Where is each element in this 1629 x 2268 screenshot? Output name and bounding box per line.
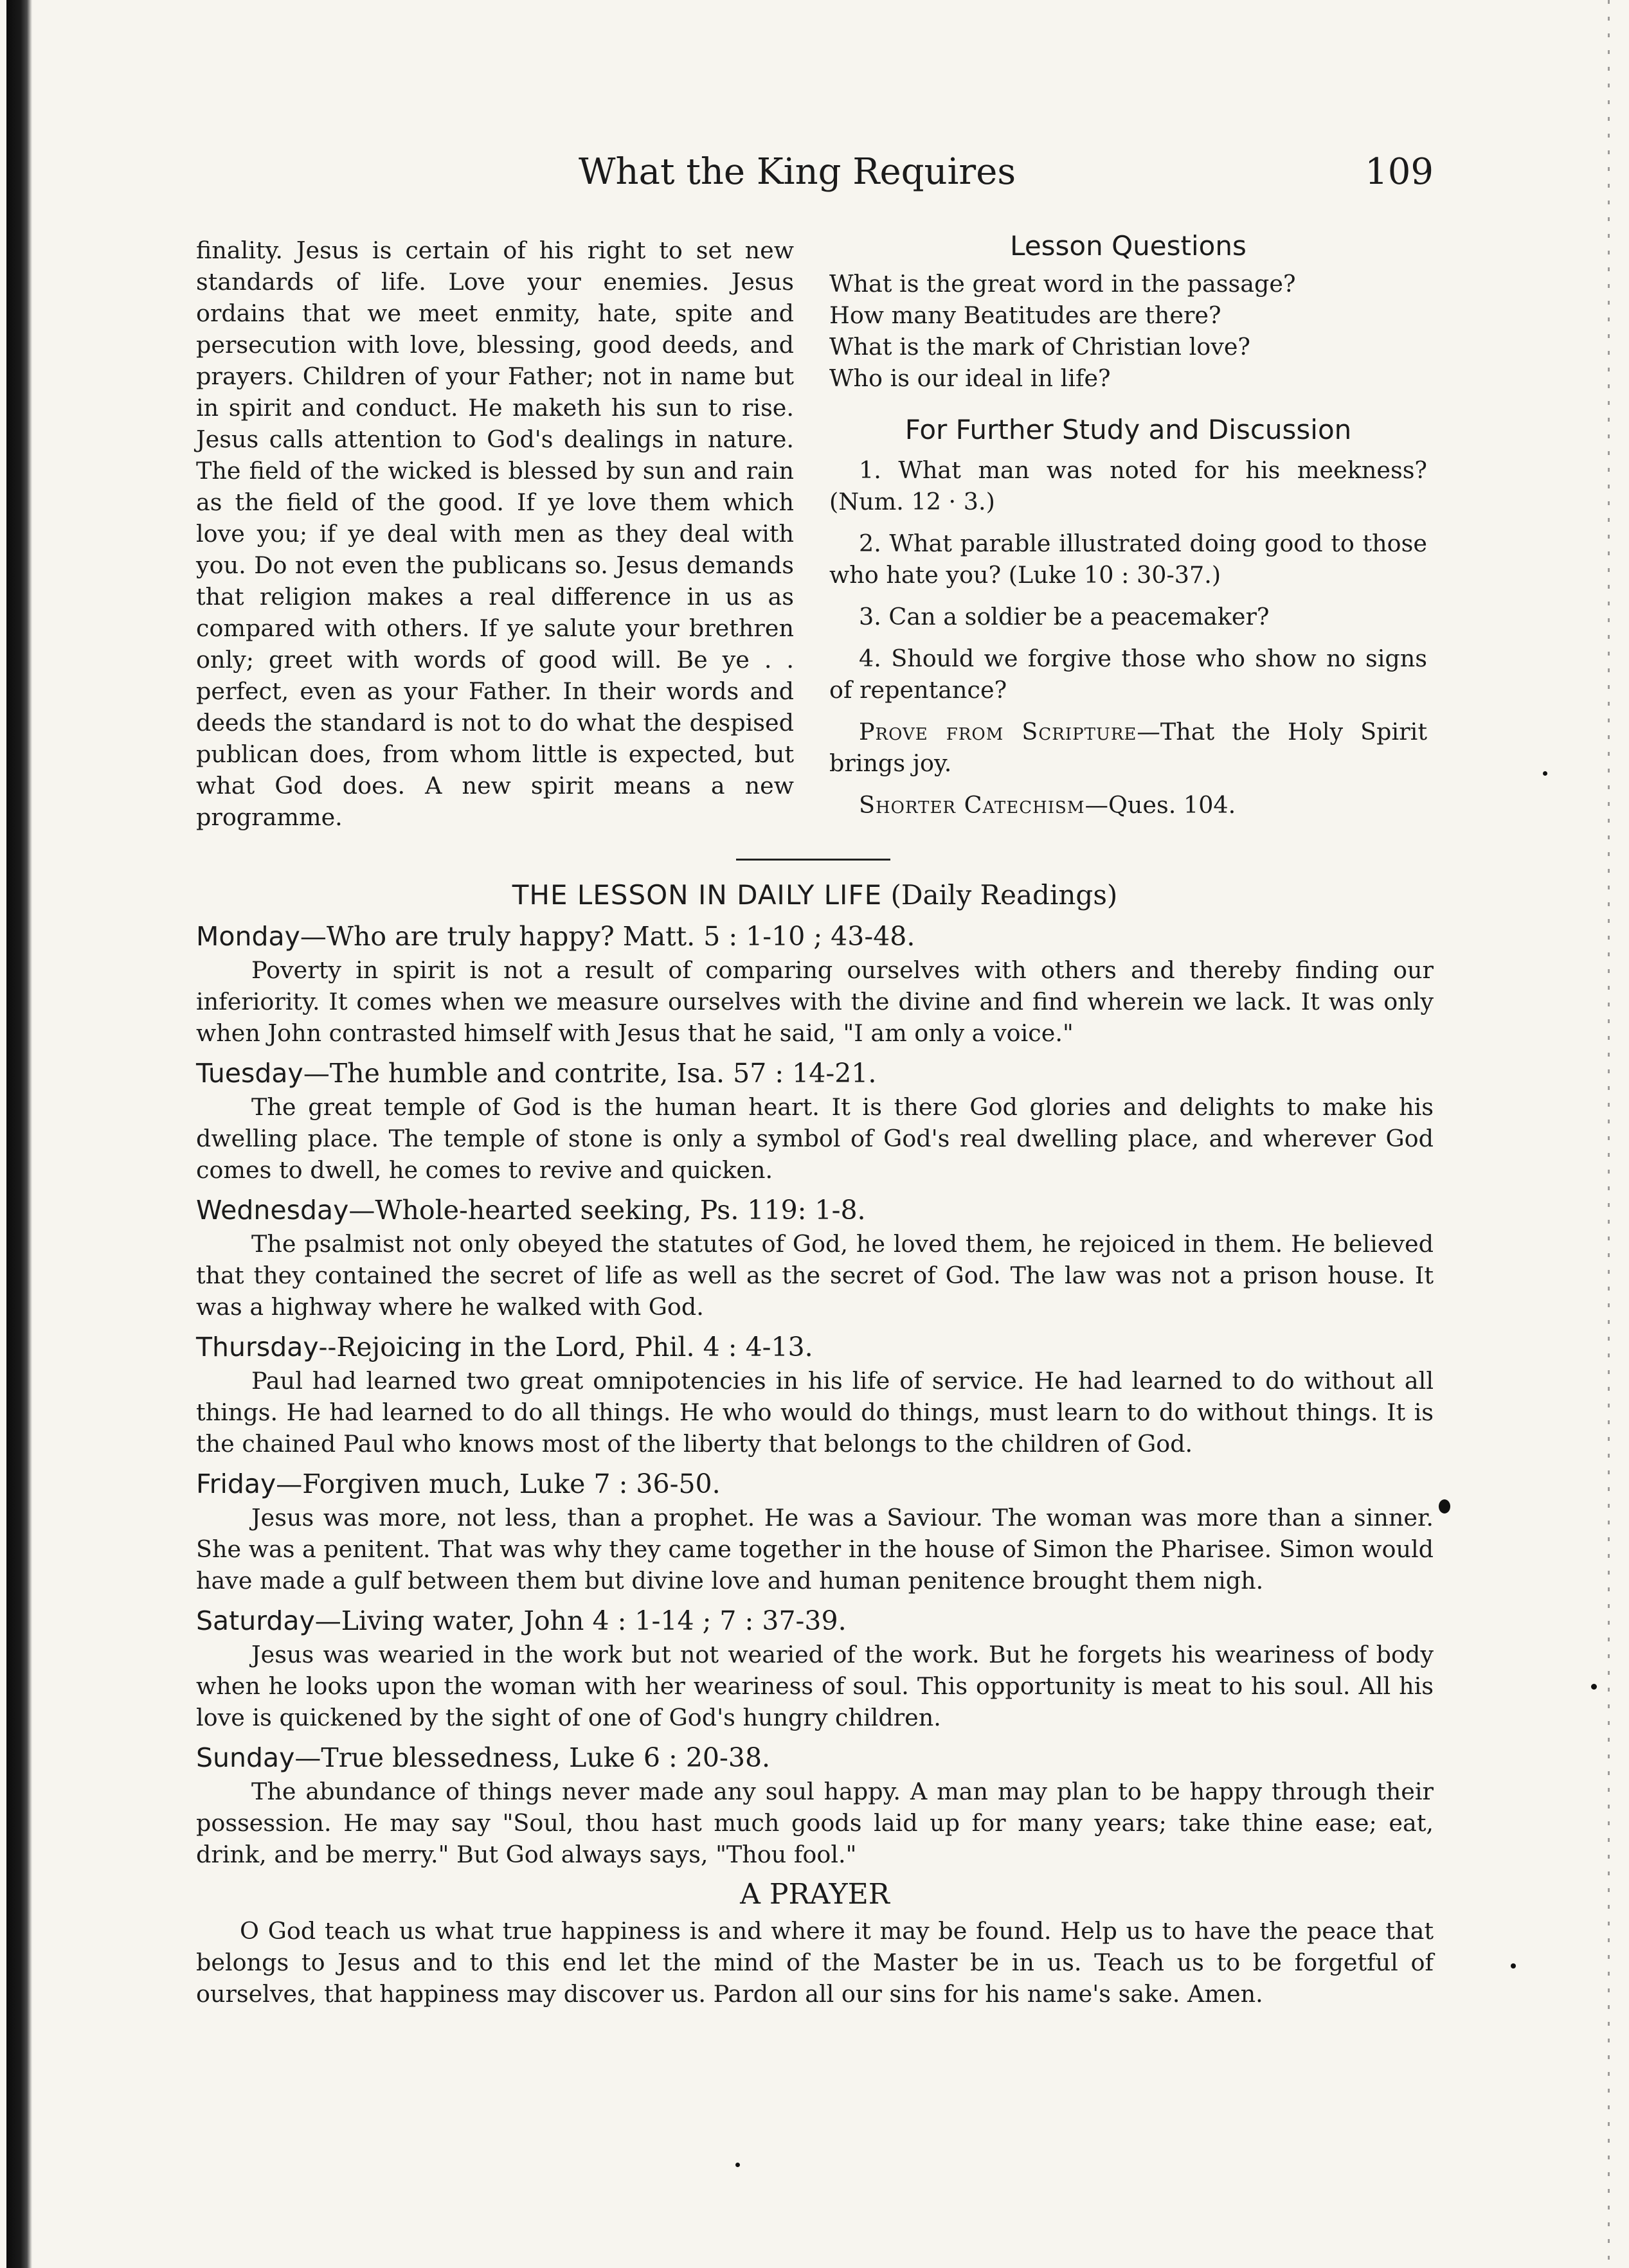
prove-text: —That the Holy Spirit brings joy.: [829, 718, 1428, 777]
reading-reference: —True blessedness, Luke 6 : 20-38.: [294, 1742, 771, 1773]
reading-saturday: [196, 1603, 1434, 1733]
binding-shadow: [6, 0, 32, 2268]
prayer-section: [196, 1877, 1434, 2010]
reading-reference: —The humble and contrite, Isa. 57 : 14-21.: [303, 1058, 877, 1089]
study-question: 1. What man was noted for his meekness? (Num. 12 · 3.): [829, 456, 1427, 515]
day-name: Wednesday: [196, 1195, 349, 1226]
ink-speck: [1591, 1684, 1597, 1690]
page-number: 109: [1365, 151, 1434, 193]
prove-from-scripture: [829, 716, 1427, 779]
day-name: Friday: [196, 1469, 276, 1499]
prove-label: Prove from Scripture: [859, 718, 1137, 746]
reading-reference: —Whole-hearted seeking, Ps. 119: 1-8.: [348, 1195, 866, 1226]
reading-title: [196, 1740, 1434, 1776]
commentary-column: [196, 235, 794, 833]
ink-speck: [1543, 771, 1547, 776]
lesson-questions-list: [829, 268, 1427, 394]
daily-heading-caps: THE LESSON IN DAILY LIFE: [512, 879, 883, 911]
reading-text: The psalmist not only obeyed the statutes of God, he loved them, he rejoiced in them. He believed that they contained the secret of life as well as the secret of God. The law was not a prison house. It was a highway where he walked with God.: [196, 1230, 1434, 1321]
reading-title: [196, 918, 1434, 954]
reading-title: [196, 1055, 1434, 1091]
catechism-label: Shorter Catechism: [859, 791, 1085, 819]
section-divider: [736, 859, 890, 861]
lesson-questions-heading: Lesson Questions: [1010, 230, 1246, 262]
day-name: Thursday: [196, 1332, 319, 1362]
lesson-question: What is the mark of Christian love?: [829, 333, 1251, 361]
day-name: Monday: [196, 921, 300, 952]
reading-text: The abundance of things never made any soul happy. A man may plan to be happy through their possession. He may say "Soul, thou hast much goods laid up for many years; take thine ease; eat, drink, and be merry." But God always says, "Thou fool.": [196, 1778, 1434, 1868]
ink-speck: [1439, 1499, 1450, 1513]
reading-tuesday: [196, 1055, 1434, 1186]
study-question: 3. Can a soldier be a peacemaker?: [859, 603, 1270, 630]
day-name: Sunday: [196, 1742, 295, 1773]
reading-reference: —Living water, John 4 : 1-14 ; 7 : 37-39.: [314, 1605, 847, 1636]
reading-reference: --Rejoicing in the Lord, Phil. 4 : 4-13.: [318, 1332, 813, 1362]
reading-title: [196, 1329, 1434, 1365]
shorter-catechism: [859, 789, 1427, 821]
study-question: 2. What parable illustrated doing good to those who hate you? (Luke 10 : 30-37.): [829, 530, 1427, 589]
ink-speck: [735, 2163, 740, 2167]
ink-speck: [1511, 1963, 1516, 1969]
reading-thursday: [196, 1329, 1434, 1460]
reading-text: The great temple of God is the human heart. It is there God glories and delights to make his dwelling place. The temple of stone is only a symbol of God's real dwelling place, and wherever God comes to dwell, he comes to revive and quicken.: [196, 1093, 1434, 1184]
reading-title: [196, 1603, 1434, 1639]
page-header: [193, 147, 1434, 204]
further-study-heading: For Further Study and Discussion: [905, 414, 1352, 445]
catechism-text: —Ques. 104.: [1084, 791, 1236, 819]
running-head: What the King Requires: [579, 151, 1016, 193]
reading-reference: —Forgiven much, Luke 7 : 36-50.: [276, 1469, 721, 1499]
reading-title: [196, 1192, 1434, 1228]
daily-readings-section: [196, 877, 1434, 2010]
reading-title: [196, 1466, 1434, 1502]
daily-readings-heading: [196, 877, 1434, 913]
commentary-paragraph: finality. Jesus is certain of his right to set new standards of life. Love your enemies. Jesus ordains that we meet enmity, hate, spite and persecution with love, blessing, good deeds, and prayers. Children of your Father; not in name but in spirit and conduct. He maketh his sun to rise. Jesus calls attention to God's dealings in nature. The field of the wicked is blessed by sun and rain as the field of the good. If ye love them which love you; if ye deal with men as they deal with you. Do not even the publicans so. Jesus demands that religion makes a real difference in us as compared with others. If ye salute your brethren only; greet with words of good will. Be ye . . perfect, even as your Father. In their words and deeds the standard is not to do what the despised publican does, from whom little is expected, but what God does. A new spirit means a new programme.: [196, 237, 794, 831]
reading-reference: —Who are truly happy? Matt. 5 : 1-10 ; 43-48.: [300, 921, 915, 952]
prayer-heading: A PRAYER: [740, 1878, 890, 1911]
reading-text: Jesus was wearied in the work but not wearied of the work. But he forgets his weariness of body when he looks upon the woman with her weariness of soul. This opportunity is meat to his soul. All his love is quickened by the sight of one of God's hungry children.: [196, 1641, 1434, 1731]
prayer-text: O God teach us what true happiness is and where it may be found. Help us to have the peace that belongs to Jesus and to this end let the mind of the Master be in us. Teach us to be forgetful of ourselves, that happiness may discover us. Pardon all our sins for his name's sake. Amen.: [196, 1917, 1434, 2008]
lesson-question: What is the great word in the passage?: [829, 270, 1296, 298]
reading-text: Jesus was more, not less, than a prophet. He was a Saviour. The woman was more than a sinner. She was a penitent. That was why they came together in the house of Simon the Pharisee. Simon would have made a gulf between them but divine love and human penitence brought them nigh.: [196, 1504, 1434, 1594]
daily-heading-sub: (Daily Readings): [890, 879, 1118, 911]
reading-text: Poverty in spirit is not a result of comparing ourselves with others and thereby finding our inferiority. It comes when we measure ourselves with the divine and find wherein we lack. It was only when John contrasted himself with Jesus that he said, "I am only a voice.": [196, 956, 1434, 1047]
study-question: 4. Should we forgive those who show no signs of repentance?: [829, 645, 1427, 704]
reading-friday: [196, 1466, 1434, 1596]
lesson-question: Who is our ideal in life?: [829, 364, 1111, 392]
reading-wednesday: [196, 1192, 1434, 1323]
reading-text: Paul had learned two great omnipotencies in his life of service. He had learned to do without all things. He had learned to do all things. He who would do things, must learn to do without things. It is the chained Paul who knows most of the liberty that belongs to the children of God.: [196, 1367, 1434, 1458]
day-name: Tuesday: [196, 1058, 303, 1089]
reading-monday: [196, 918, 1434, 1049]
day-name: Saturday: [196, 1605, 315, 1636]
questions-column: [829, 228, 1427, 821]
reading-sunday: [196, 1740, 1434, 1870]
page-edge-marks: [1608, 0, 1610, 2268]
lesson-question: How many Beatitudes are there?: [829, 301, 1221, 329]
